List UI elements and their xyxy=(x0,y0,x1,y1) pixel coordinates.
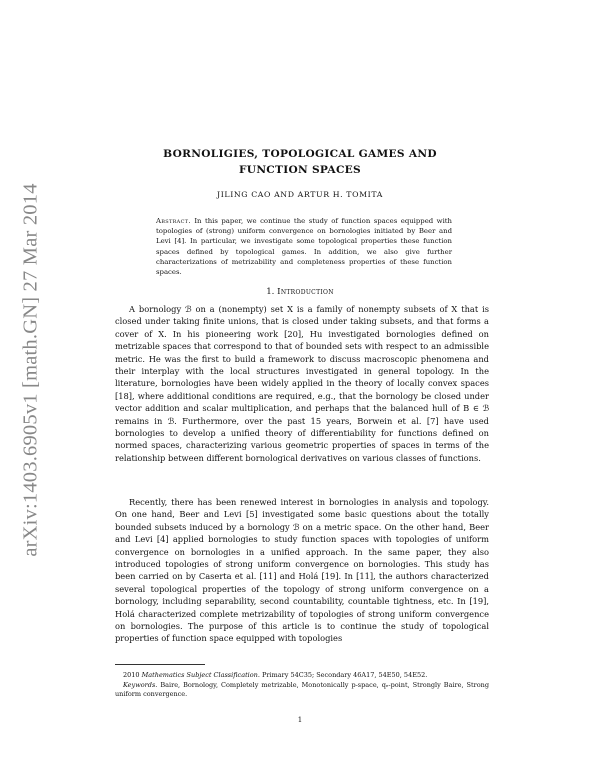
footnote-keywords xyxy=(115,681,489,700)
title-line-1: BORNOLIGIES, TOPOLOGICAL GAMES AND xyxy=(163,148,437,160)
paper-authors: JILING CAO AND ARTUR H. TOMITA xyxy=(217,190,383,199)
keywords-label: Keywords. xyxy=(123,680,158,689)
abstract-text: In this paper, we continue the study of function spaces equipped with topologies of (strong) uniform convergence on bornologies initiated by Beer and Levi [4]. In particular, we investigate some topological properties these function spaces defined by topological games. In addition, we also give further characterizations of metrizability and completeness properties of these function spaces. xyxy=(156,217,452,277)
section-number: 1. xyxy=(266,287,278,297)
arxiv-sidebar-stamp xyxy=(14,172,48,567)
keywords-text: Baire, Bornology, Completely metrizable, Monotonically p-space, qₑ-point, Strongly Baire, Strong uniform convergence. xyxy=(115,680,489,699)
msc-codes: Primary 54C35; Secondary 46A17, 54E50, 54E52. xyxy=(259,671,428,679)
page-number: 1 xyxy=(297,716,303,724)
body-paragraph-2: Recently, there has been renewed interest in bornologies in analysis and topology. On one hand, Beer and Levi [5] investigated some basic questions about the totally bounded subsets induced by a bornology ℬ on a metric space. On the other hand, Beer and Levi [4] applied bornologies to study function spaces with topologies of uniform convergence on bornologies in a unified approach. In the same paper, they also introduced topologies of strong uniform convergence on bornologies. This study has been carried on by Caserta et al. [11] and Holá [19]. In [11], the authors characterized several topological properties of the topology of strong uniform convergence on a bornology, including separability, second countability, countable tightness, etc. In [19], Holá characterized complete metrizability of topologies of strong uniform convergence on bornologies. The purpose of this article is to continue the study of topological properties of function space equipped with topologies xyxy=(115,497,489,644)
msc-label: Mathematics Subject Classification. xyxy=(141,671,260,679)
footnote-divider xyxy=(115,664,205,665)
footnote-msc xyxy=(115,671,489,681)
paper-title xyxy=(120,146,480,178)
title-line-2: FUNCTION SPACES xyxy=(238,164,362,176)
abstract-label: Abstract. xyxy=(156,217,191,225)
section-title: Introduction xyxy=(277,287,334,297)
msc-prefix: 2010 xyxy=(123,671,142,679)
abstract xyxy=(156,216,452,277)
body-paragraph-1: A bornology ℬ on a (nonempty) set X is a family of nonempty subsets of X that is closed under taking finite unions, that is closed under taking subsets, and that forms a cover of X. In his pioneering work [20], Hu investigated bornologies defined on metrizable spaces that correspond to that of bounded sets with respect to an admissible metric. He was the first to build a framework to discuss macroscopic phenomena and their interplay with the local structures investigated in general topology. In the literature, bornologies have been widely applied in the theory of locally convex spaces [18], where additional conditions are required, e.g., that the bornology be closed under vector addition and scalar multiplication, and perhaps that the balanced hull of B ∈ ℬ remains in ℬ. Furthermore, over the past 15 years, Borwein et al. [7] have used bornologies to develop a unified theory of differentiability for functions defined on normed spaces, characterizing various geometric properties of spaces in terms of the relationship between different bornological derivatives on various classes of functions. xyxy=(115,304,489,463)
footnotes xyxy=(115,671,489,700)
arxiv-identifier: arXiv:1403.6905v1 [math.GN] 27 Mar 2014 xyxy=(19,182,42,557)
section-heading xyxy=(120,287,480,297)
